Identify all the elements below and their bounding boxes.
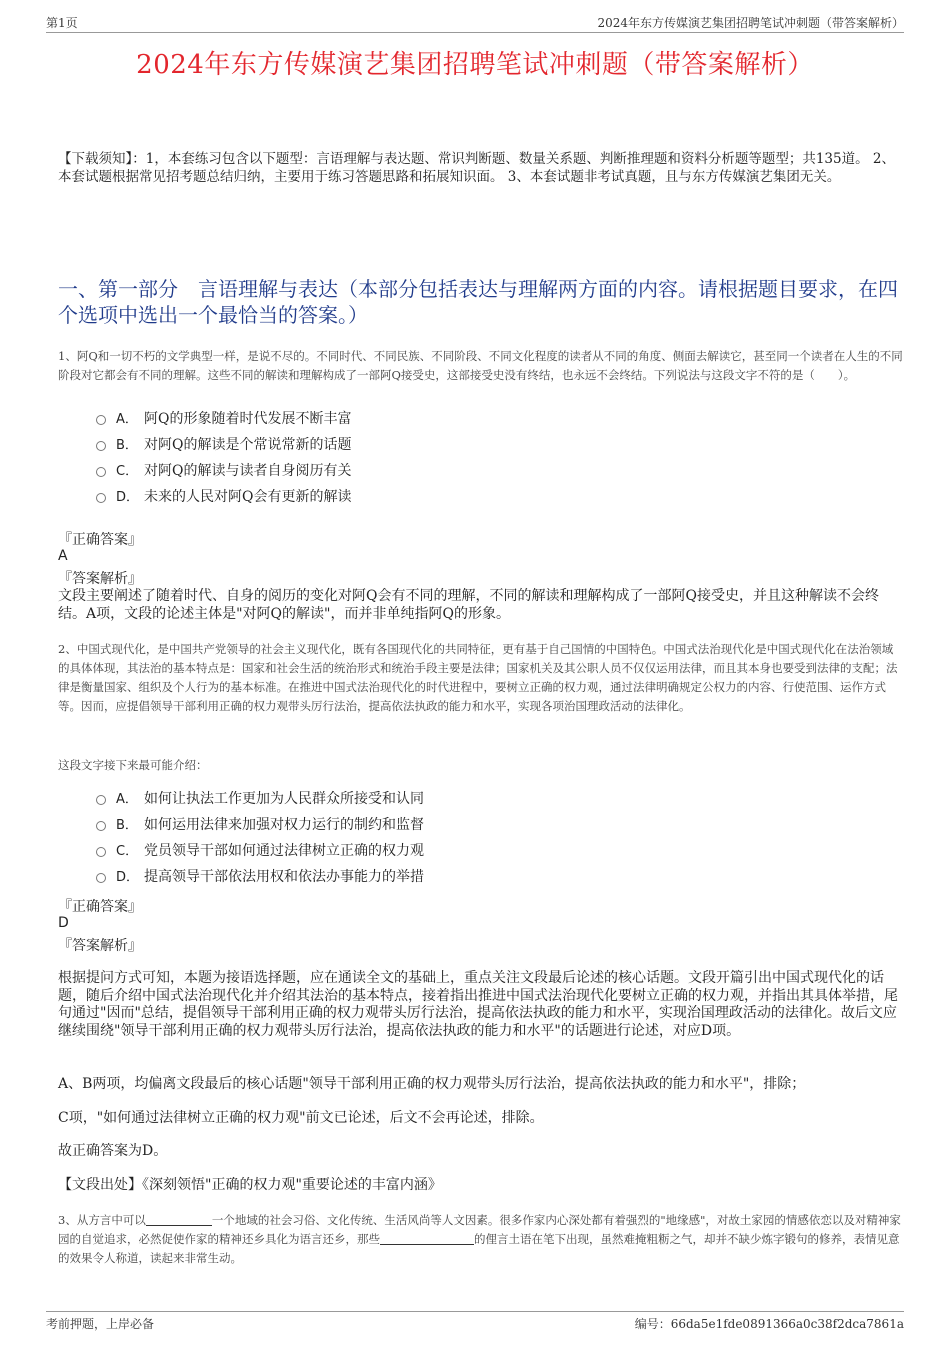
question-1-option-a[interactable]: A． 阿Q的形象随着时代发展不断丰富 xyxy=(96,409,351,430)
question-3-stem: 3、从方言中可以 一个地域的社会习俗、文化传统、生活风尚等人文因素。很多作家内心深处都有着强烈的"地缘感"，对故土家园的情感依恋以及对精神家园的自觉追求，必然促使作家的精神还乡具化为语言还乡，那些 的俚言土语在笔下出现，虽然难掩粗粝之气，却并不缺少炼字锻句的修养，表情见意的效果令人称道，读起来非常生动。 xyxy=(58,1213,901,1265)
header-page-number: 第1页 xyxy=(46,16,78,30)
question-2-analysis-label: 『答案解析』 xyxy=(58,938,142,954)
question-1-option-c[interactable]: C． 对阿Q的解读与读者自身阅历有关 xyxy=(96,461,351,482)
question-2-option-d[interactable]: D． 提高领导干部依法用权和依法办事能力的举措 xyxy=(96,867,424,888)
radio-icon[interactable] xyxy=(96,467,106,477)
header-divider xyxy=(46,32,904,33)
question-2-answer-label: 『正确答案』 xyxy=(58,899,142,915)
question-1-stem: 1、阿Q和一切不朽的文学典型一样，是说不尽的。不同时代、不同民族、不同阶段、不同文化程度的读者从不同的角度、侧面去解读它，甚至同一个读者在人生的不同阶段对它都会有不同的理解。这些不同的解读和理解构成了一部阿Q接受史，这部接受史没有终结，也永远不会终结。下列说法与这段文字不符的是（ ）。 xyxy=(58,349,903,382)
radio-icon[interactable] xyxy=(96,821,106,831)
question-2-option-b[interactable]: B． 如何运用法律来加强对权力运行的制约和监督 xyxy=(96,815,424,836)
question-2-analysis-paragraph: 根据提问方式可知，本题为接语选择题，应在通读全文的基础上，重点关注文段最后论述的核心话题。文段开篇引出中国式现代化的话题，随后介绍中国式法治现代化并介绍其法治的基本特点，接着指出推进中国式法治现代化要树立正确的权力观，并指出其具体举措，尾句通过"因而"总结，提倡领导干部利用正确的权力观带头厉行法治，提高依法执政的能力和水平，实现治国理政活动的法律化。故后文应继续围绕"领导干部利用正确的权力观带头厉行法治，提高依法执政的能力和水平"的话题进行论述，对应D项。 xyxy=(58,970,898,1039)
page-title: 2024年东方传媒演艺集团招聘笔试冲刺题（带答案解析） xyxy=(136,50,814,80)
section-heading: 一、第一部分 言语理解与表达（本部分包括表达与理解两方面的内容。请根据题目要求，在四个选项中选出一个最恰当的答案。） xyxy=(58,277,898,327)
radio-icon[interactable] xyxy=(96,441,106,451)
radio-icon[interactable] xyxy=(96,493,106,503)
question-1-analysis-label: 『答案解析』 xyxy=(58,571,142,587)
question-2-analysis-paragraph: 故正确答案为D。 xyxy=(58,1143,168,1159)
question-1-option-b[interactable]: B． 对阿Q的解读是个常说常新的话题 xyxy=(96,435,351,456)
footer-doc-id: 编号：66da5e1fde0891366a0c38f2dca7861a xyxy=(634,1317,904,1331)
footer-divider xyxy=(46,1311,904,1312)
question-1-analysis: 文段主要阐述了随着时代、自身的阅历的变化对阿Q会有不同的理解，不同的解读和理解构成了一部阿Q接受史，并且这种解读不会终结。A项，文段的论述主体是"对阿Q的解读"，而并非单纯指阿Q的形象。 xyxy=(58,588,879,622)
question-2-prompt: 这段文字接下来最可能介绍： xyxy=(58,758,208,772)
radio-icon[interactable] xyxy=(96,873,106,883)
fill-blank-2[interactable] xyxy=(380,1232,474,1245)
question-2-stem: 2、中国式现代化，是中国共产党领导的社会主义现代化，既有各国现代化的共同特征，更有基于自己国情的中国特色。中国式法治现代化是中国式现代化在法治领域的具体体现，其法治的基本特点是：国家和社会生活的统治形式和统治手段主要是法律；国家机关及其公职人员不仅仅运用法律，而且其本身也要受到法律的支配；法律是衡量国家、组织及个人行为的基本标准。在推进中国式法治现代化的时代进程中，要树立正确的权力观，通过法律明确规定公权力的内容、行使范围、运作方式等。因而，应提倡领导干部利用正确的权力观带头厉行法治，提高依法执政的能力和水平，实现各项治国理政活动的法律化。 xyxy=(58,642,898,713)
question-2-option-c[interactable]: C． 党员领导干部如何通过法律树立正确的权力观 xyxy=(96,841,424,862)
question-2-source: 【文段出处】《深刻领悟"正确的权力观"重要论述的丰富内涵》 xyxy=(58,1177,442,1193)
radio-icon[interactable] xyxy=(96,847,106,857)
question-1-answer-label: 『正确答案』 xyxy=(58,532,142,548)
radio-icon[interactable] xyxy=(96,415,106,425)
question-2-analysis-paragraph: A、B两项，均偏离文段最后的核心话题"领导干部利用正确的权力观带头厉行法治，提高依法执政的能力和水平"，排除； xyxy=(58,1076,806,1092)
radio-icon[interactable] xyxy=(96,795,106,805)
fill-blank-1[interactable] xyxy=(146,1213,212,1226)
download-notice: 【下载须知】：1，本套练习包含以下题型：言语理解与表达题、常识判断题、数量关系题、判断推理题和资料分析题等题型；共135道。 2、本套试题根据常见招考题总结归纳，主要用于练习答题思路和拓展知识面。 3、本套试题非考试真题，且与东方传媒演艺集团无关。 xyxy=(58,151,895,185)
question-1-option-d[interactable]: D． 未来的人民对阿Q会有更新的解读 xyxy=(96,487,351,508)
header-doc-title: 2024年东方传媒演艺集团招聘笔试冲刺题（带答案解析） xyxy=(597,16,904,30)
footer-slogan: 考前押题，上岸必备 xyxy=(46,1317,155,1331)
question-1-answer: A xyxy=(58,548,68,564)
question-2-answer: D xyxy=(58,915,69,931)
question-2-analysis-paragraph: C项，"如何通过法律树立正确的权力观"前文已论述，后文不会再论述，排除。 xyxy=(58,1110,544,1126)
question-2-option-a[interactable]: A． 如何让执法工作更加为人民群众所接受和认同 xyxy=(96,789,424,810)
